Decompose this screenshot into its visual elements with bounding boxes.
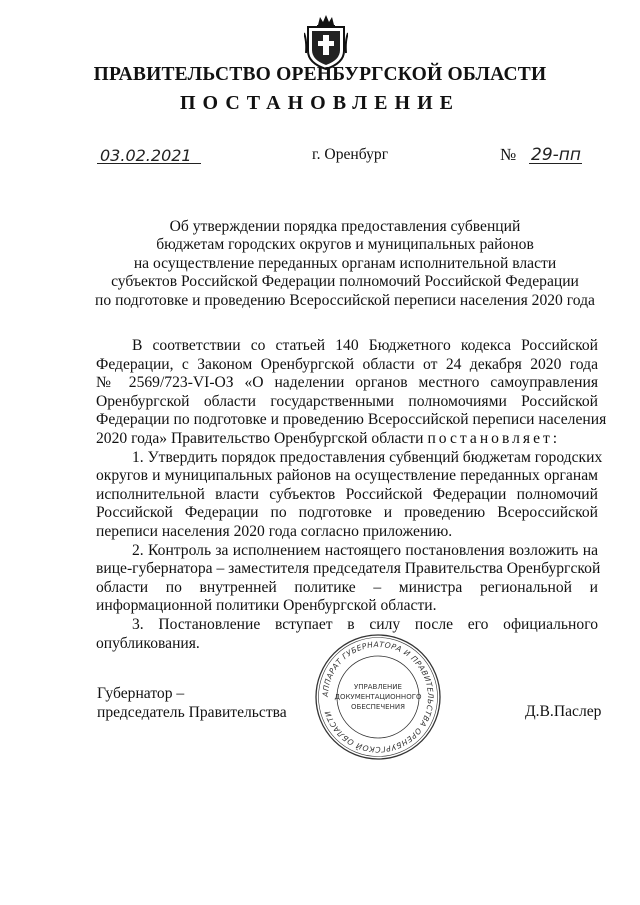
title-line: бюджетам городских округов и муниципальных районов [156, 236, 534, 254]
item2-line: вице-губернатора – заместителя председателя Правительства Оренбургской [96, 560, 601, 578]
item2-line: области по внутренней политике – министра региональной и [96, 578, 598, 596]
position-line: Губернатор – [97, 685, 185, 702]
stamp-center-line: УПРАВЛЕНИЕ [354, 683, 402, 691]
signatory-position [97, 684, 287, 722]
document-date: 03.02.2021 [100, 146, 192, 165]
document-title [60, 218, 630, 310]
item1-line: исполнительной власти субъектов Российской Федерации полномочий [96, 485, 598, 503]
item2-line: информационной политики Оренбургской области. [96, 597, 437, 615]
preamble-line: Федерации по подготовке и проведению Всероссийской переписи населения [96, 411, 607, 429]
preamble-line: Федерации, с Законом Оренбургской области от 24 декабря 2020 года [96, 355, 598, 373]
stamp-center-line: ДОКУМЕНТАЦИОННОГО [334, 693, 422, 701]
preamble-line: В соответствии со статьей 140 Бюджетного кодекса Российской [132, 337, 598, 354]
item2-line: 2. Контроль за исполнением настоящего постановления возложить на [132, 541, 598, 559]
position-line: председатель Правительства [97, 704, 287, 721]
official-stamp [313, 632, 443, 762]
item1-line: округов и муниципальных районов на осуществление переданных органам [96, 467, 598, 485]
organization-name: ПРАВИТЕЛЬСТВО ОРЕНБУРГСКОЙ ОБЛАСТИ [93, 64, 547, 85]
stamp-ring-text: АППАРАТ ГУБЕРНАТОРА И ПРАВИТЕЛЬСТВА ОРЕНБУРГСКОЙ ОБЛАСТИ [320, 639, 436, 755]
document-type: ПОСТАНОВЛЕНИЕ [180, 92, 460, 114]
document-city: г. Оренбург [312, 146, 389, 163]
signatory-name: Д.В.Паслер [525, 703, 602, 720]
number-sign: № [500, 145, 517, 164]
title-line: Об утверждении порядка предоставления субвенций [169, 218, 521, 235]
title-line: субъектов Российской Федерации полномочий Российской Федерации [111, 273, 579, 291]
preamble-line: Оренбургской области государственными полномочиями Российской [96, 392, 598, 410]
item3-line: 3. Постановление вступает в силу после его официального [132, 615, 598, 633]
preamble-last-text: 2020 года» Правительство Оренбургской области [96, 429, 424, 447]
preamble-line: № 2569/723-VI-ОЗ «О наделении органов местного самоуправления [96, 374, 598, 392]
item1-line: 1. Утвердить порядок предоставления субвенций бюджетам городских [132, 448, 603, 466]
date-underline [97, 163, 201, 164]
stamp-center-line: ОБЕСПЕЧЕНИЯ [351, 703, 405, 711]
preamble-last-line [96, 430, 598, 449]
item1-line: переписи населения 2020 года согласно приложению. [96, 522, 453, 540]
document-body [96, 337, 607, 653]
title-line: на осуществление переданных органам исполнительной власти [133, 254, 557, 272]
item1-line: Российской Федерации по подготовке и проведению Всероссийской [96, 504, 598, 522]
resolves-word: постановляет: [427, 429, 561, 447]
number-underline [529, 163, 582, 164]
orenburg-coat-of-arms-icon [304, 13, 348, 71]
title-line: по подготовке и проведению Всероссийской переписи населения 2020 года [95, 291, 595, 309]
document-number: 29-пп [531, 145, 581, 165]
item3-line: опубликования. [96, 634, 200, 652]
